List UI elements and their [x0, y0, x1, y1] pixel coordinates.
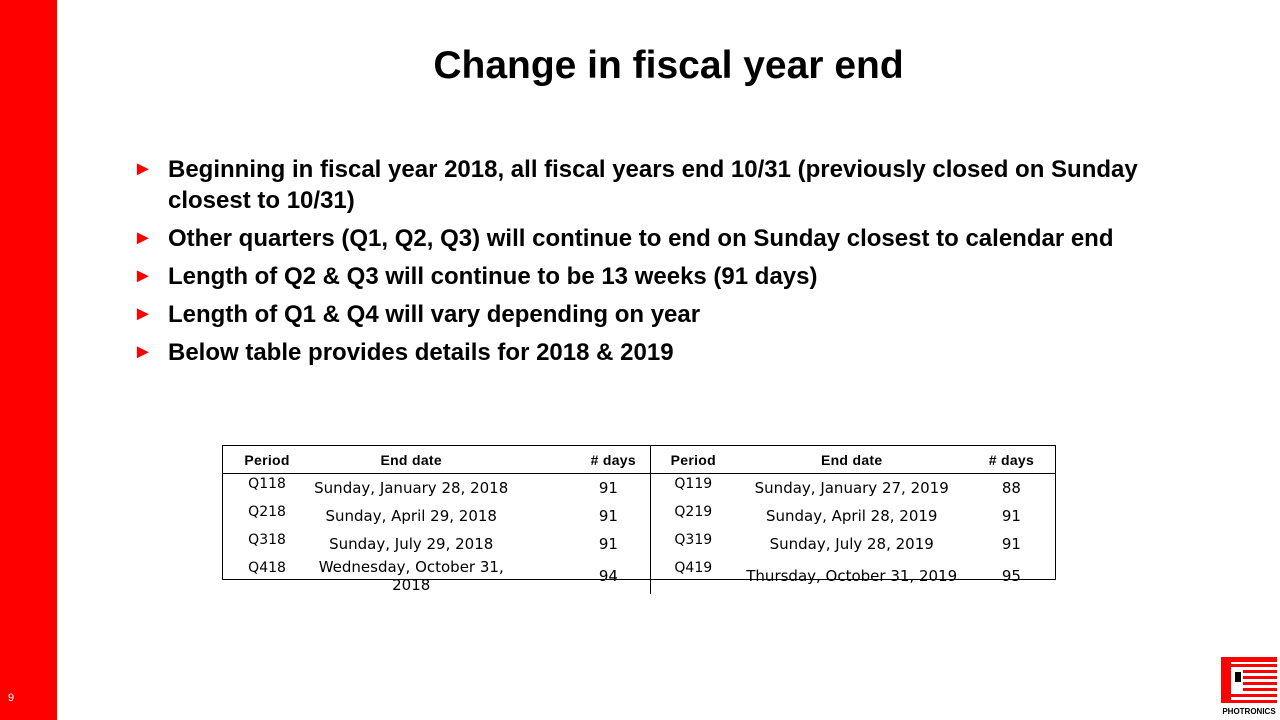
arrow-bullet-icon: ►: [133, 158, 153, 180]
days-cell: 91: [598, 507, 618, 525]
header-period: Period: [650, 446, 735, 474]
header-end-date: End date: [736, 446, 968, 474]
end-date-cell: Sunday, January 27, 2019: [754, 479, 949, 497]
period-cell: Q319: [650, 530, 735, 558]
period-cell: Q318: [248, 532, 286, 548]
bullet-text: Length of Q1 & Q4 will vary depending on year: [168, 301, 701, 328]
table-row: [223, 530, 1055, 558]
bullet-text: Length of Q2 & Q3 will continue to be 13 weeks (91 days): [168, 263, 818, 290]
end-date-cell: Wednesday, October 31, 2018: [318, 558, 504, 594]
end-date-cell: Thursday, October 31, 2019: [746, 567, 958, 585]
header-period: Period: [223, 446, 311, 474]
header-days: # days: [968, 446, 1055, 474]
days-cell: 94: [598, 567, 618, 585]
period-cell: Q118: [248, 476, 286, 492]
end-date-cell: Sunday, April 29, 2018: [325, 507, 497, 525]
header-days: # days: [511, 446, 650, 474]
days-cell: 91: [598, 535, 618, 553]
end-date-cell: Sunday, July 28, 2019: [769, 535, 934, 553]
bullet-text: Beginning in fiscal year 2018, all fiscal years end 10/31 (previously closed on Sunday closest to 10/31): [168, 156, 1138, 214]
end-date-cell: Sunday, January 28, 2018: [314, 479, 509, 497]
days-cell: 91: [598, 479, 618, 497]
bullet-text: Below table provides details for 2018 & 2019: [168, 339, 674, 366]
arrow-bullet-icon: ►: [133, 303, 153, 325]
bullet-item: [133, 337, 1193, 368]
period-cell: Q218: [248, 504, 286, 520]
bullet-list: [133, 154, 1193, 375]
bullet-text: Other quarters (Q1, Q2, Q3) will continue to end on Sunday closest to calendar end: [168, 225, 1114, 252]
period-cell: Q119: [650, 474, 735, 503]
period-cell: Q418: [248, 560, 286, 576]
arrow-bullet-icon: ►: [133, 265, 153, 287]
slide-title: Change in fiscal year end: [433, 44, 904, 87]
bullet-item: [133, 261, 1193, 292]
table-row: [223, 474, 1055, 503]
table-row: [223, 558, 1055, 594]
arrow-bullet-icon: ►: [133, 227, 153, 249]
header-end-date: End date: [311, 446, 511, 474]
days-cell: 95: [1001, 567, 1021, 585]
period-cell: Q219: [650, 502, 735, 530]
fiscal-calendar-table: [222, 445, 1056, 594]
table-row: [223, 502, 1055, 530]
photronics-logo-mark-icon: [1219, 655, 1279, 707]
bullet-item: [133, 154, 1193, 216]
bullet-item: [133, 223, 1193, 254]
page-number: 9: [8, 692, 15, 704]
period-cell: Q419: [650, 558, 735, 594]
arrow-bullet-icon: ►: [133, 341, 153, 363]
days-cell: 91: [1001, 535, 1021, 553]
days-cell: 91: [1001, 507, 1021, 525]
logo-text: PHOTRONICS: [1222, 707, 1276, 716]
side-accent-bar: [0, 0, 57, 720]
days-cell: 88: [1001, 479, 1021, 497]
end-date-cell: Sunday, July 29, 2018: [329, 535, 494, 553]
bullet-item: [133, 299, 1193, 330]
photronics-logo: [1219, 655, 1279, 719]
end-date-cell: Sunday, April 28, 2019: [765, 507, 938, 525]
table-header-row: [223, 446, 1055, 474]
